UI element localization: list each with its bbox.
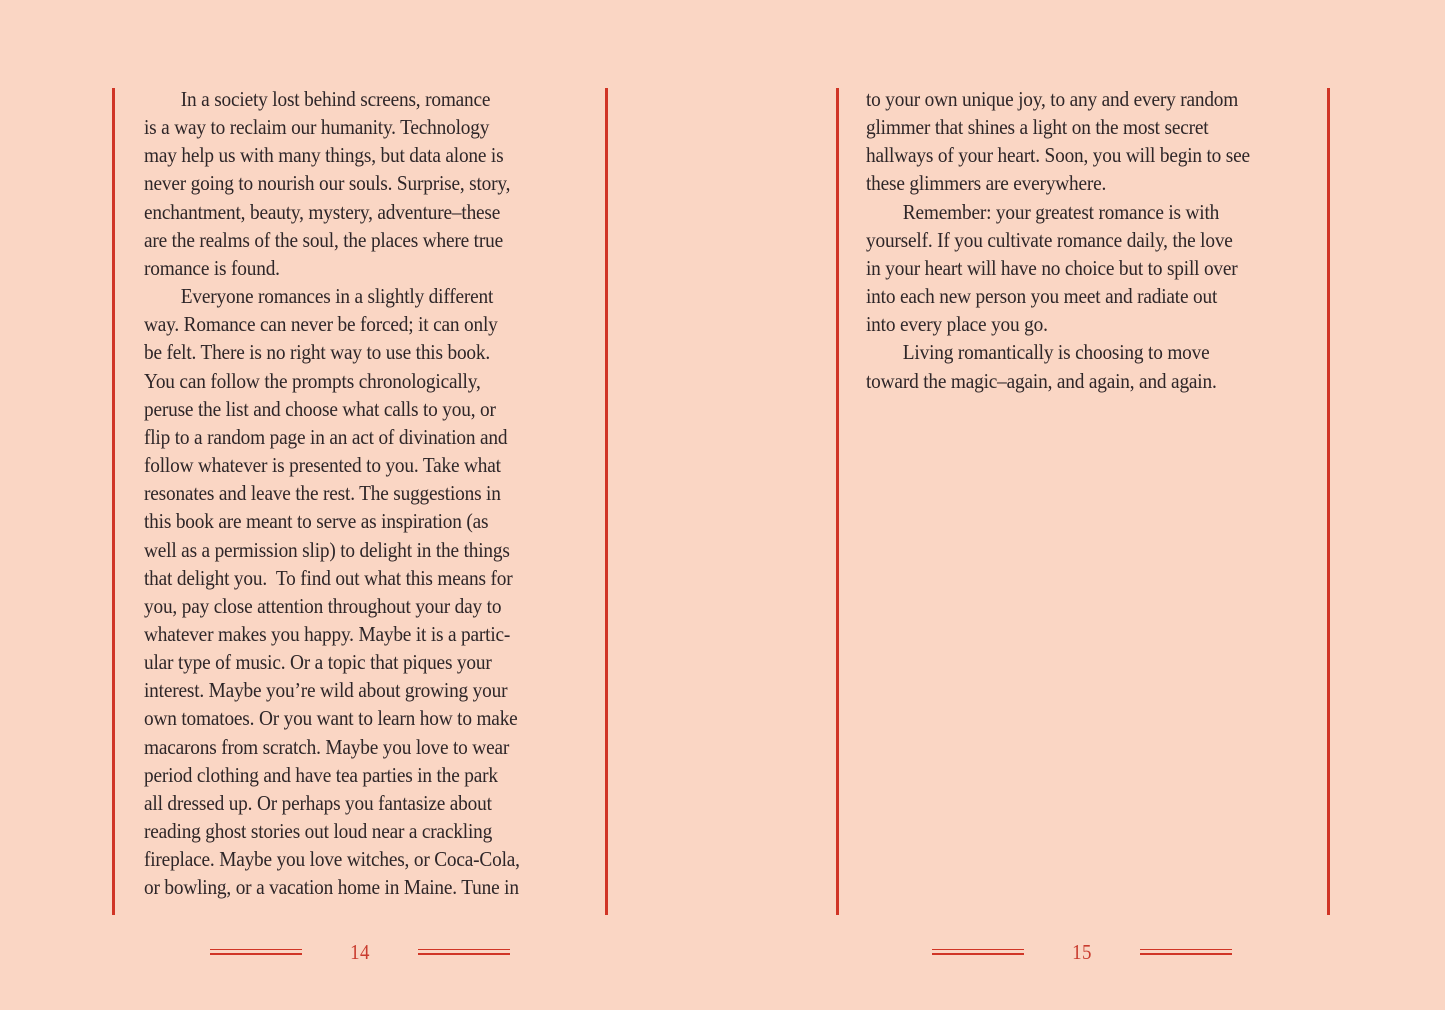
text-line: are the realms of the soul, the places where true: [144, 227, 503, 252]
text-line: whatever makes you happy. Maybe it is a partic-: [144, 621, 511, 646]
text-line: in your heart will have no choice but to spill over: [866, 255, 1238, 280]
text-line: you, pay close attention throughout your day to: [144, 593, 502, 618]
text-line: to your own unique joy, to any and every random: [866, 87, 1239, 111]
text-line: hallways of your heart. Soon, you will begin to see: [866, 143, 1250, 168]
text-line: Everyone romances in a slightly different: [180, 284, 494, 309]
text-line: Living romantically is choosing to move: [902, 340, 1210, 365]
text-line: this book are meant to serve as inspiration (as: [144, 509, 489, 534]
text-line: into each new person you meet and radiate out: [866, 284, 1218, 309]
page-right: [722, 0, 1444, 1010]
text-line: be felt. There is no right way to use this book.: [144, 340, 491, 365]
text-line: interest. Maybe you’re wild about growing your: [144, 678, 508, 703]
text-line: reading ghost stories out loud near a crackling: [144, 819, 493, 844]
text-line: way. Romance can never be forced; it can only: [144, 312, 498, 337]
footer-ornament-line: [210, 949, 302, 955]
text-line: peruse the list and choose what calls to you, or: [144, 396, 496, 421]
text-line: ular type of music. Or a topic that piques your: [144, 650, 492, 675]
text-line: macarons from scratch. Maybe you love to wear: [144, 734, 510, 759]
footer-ornament-line: [418, 949, 510, 955]
body-text: [144, 85, 596, 902]
right-margin-rule: [1327, 88, 1330, 915]
text-line: well as a permission slip) to delight in the things: [144, 537, 510, 562]
text-line: Remember: your greatest romance is with: [902, 199, 1220, 224]
text-line: all dressed up. Or perhaps you fantasize about: [144, 790, 492, 815]
text-line: own tomatoes. Or you want to learn how to make: [144, 706, 518, 731]
right-margin-rule: [605, 88, 608, 915]
text-line: period clothing and have tea parties in the park: [144, 762, 498, 787]
footer-ornament-line: [932, 949, 1024, 955]
text-line: is a way to reclaim our humanity. Technology: [144, 115, 490, 140]
text-line: flip to a random page in an act of divination and: [144, 424, 508, 449]
text-line: that delight you. To find out what this means for: [144, 565, 513, 590]
left-margin-rule: [836, 88, 839, 915]
text-line: toward the magic–again, and again, and again.: [866, 368, 1217, 393]
footer-ornament-line: [1140, 949, 1232, 955]
text-line: these glimmers are everywhere.: [866, 171, 1107, 196]
page-footer: [144, 936, 576, 968]
text-line: resonates and leave the rest. The suggestions in: [144, 481, 501, 506]
text-line: may help us with many things, but data alone is: [144, 143, 504, 168]
text-line: into every place you go.: [866, 312, 1048, 337]
page-footer: [866, 936, 1298, 968]
body-text: [866, 85, 1318, 395]
text-line: yourself. If you cultivate romance daily, the love: [866, 227, 1233, 252]
text-line: never going to nourish our souls. Surprise, story,: [144, 171, 511, 196]
text-line: or bowling, or a vacation home in Maine. Tune in: [144, 875, 519, 900]
page-number: 15: [1072, 939, 1092, 964]
text-line: fireplace. Maybe you love witches, or Coca-Cola,: [144, 847, 520, 872]
text-line: In a society lost behind screens, romance: [180, 87, 491, 111]
left-margin-rule: [112, 88, 115, 915]
text-line: romance is found.: [144, 255, 280, 280]
text-line: glimmer that shines a light on the most secret: [866, 115, 1209, 140]
text-line: enchantment, beauty, mystery, adventure–these: [144, 199, 501, 224]
page-left: [0, 0, 722, 1010]
text-line: follow whatever is presented to you. Take what: [144, 453, 501, 478]
page-number: 14: [350, 939, 370, 964]
text-line: You can follow the prompts chronologically,: [144, 368, 481, 393]
